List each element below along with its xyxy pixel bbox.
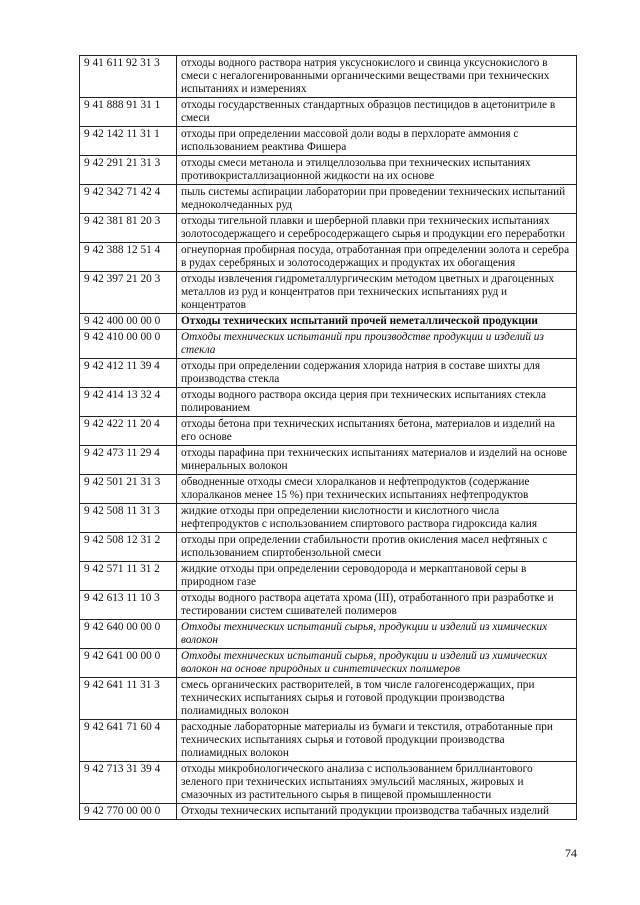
waste-description-cell: расходные лабораторные материалы из бумаги и текстиля, отработанные при технических испытаниях сырья и готовой продукции производства полиамидных волокон xyxy=(177,720,577,762)
waste-description-cell: отходы при определении содержания хлорида натрия в составе шихты для производства стекла xyxy=(177,359,577,388)
table-row xyxy=(80,243,577,272)
table-row xyxy=(80,314,577,330)
waste-code-table xyxy=(79,55,577,820)
waste-description-cell: отходы при определении стабильности против окисления масел нефтяных с использованием спиртобензольной смеси xyxy=(177,533,577,562)
waste-code-cell: 9 42 400 00 00 0 xyxy=(80,314,177,330)
table-row xyxy=(80,388,577,417)
waste-description-cell: отходы государственных стандартных образцов пестицидов в ацетонитриле в смеси xyxy=(177,98,577,127)
waste-code-cell: 9 42 291 21 31 3 xyxy=(80,156,177,185)
waste-code-cell: 9 42 613 11 10 3 xyxy=(80,591,177,620)
table-row xyxy=(80,446,577,475)
table-row xyxy=(80,417,577,446)
waste-code-cell: 9 42 641 11 31 3 xyxy=(80,678,177,720)
table-row xyxy=(80,214,577,243)
waste-description-cell: смесь органических растворителей, в том числе галогенсодержащих, при технических испытаниях сырья и готовой продукции производства полиамидных волокон xyxy=(177,678,577,720)
waste-code-cell: 9 42 473 11 29 4 xyxy=(80,446,177,475)
waste-description-cell: отходы извлечения гидрометаллургическим методом цветных и драгоценных металлов из руд и концентратов при технических испытаниях руд и концентратов xyxy=(177,272,577,314)
waste-code-cell: 9 42 641 00 00 0 xyxy=(80,649,177,678)
table-row xyxy=(80,762,577,804)
table-row xyxy=(80,359,577,388)
waste-description-cell: Отходы технических испытаний продукции производства табачных изделий xyxy=(177,804,577,820)
table-row xyxy=(80,475,577,504)
page-number: 74 xyxy=(565,846,577,860)
waste-description-cell: огнеупорная пробирная посуда, отработанная при определении золота и серебра в рудах серебряных и золотосодержащих и продуктах их обогащения xyxy=(177,243,577,272)
waste-code-cell: 9 42 342 71 42 4 xyxy=(80,185,177,214)
table-row xyxy=(80,804,577,820)
waste-code-cell: 9 42 381 81 20 3 xyxy=(80,214,177,243)
waste-code-cell: 9 42 142 11 31 1 xyxy=(80,127,177,156)
waste-code-cell: 9 41 888 91 31 1 xyxy=(80,98,177,127)
waste-code-cell: 9 42 501 21 31 3 xyxy=(80,475,177,504)
table-row xyxy=(80,156,577,185)
waste-code-cell: 9 42 388 12 51 4 xyxy=(80,243,177,272)
waste-description-cell: пыль системы аспирации лаборатории при проведении технических испытаний медноколчеданных руд xyxy=(177,185,577,214)
table-row xyxy=(80,56,577,98)
table-row xyxy=(80,678,577,720)
table-row xyxy=(80,504,577,533)
table-row xyxy=(80,185,577,214)
waste-description-cell: обводненные отходы смеси хлоралканов и нефтепродуктов (содержание хлоралканов менее 15 %) при технических испытаниях нефтепродуктов xyxy=(177,475,577,504)
table-row xyxy=(80,620,577,649)
waste-description-cell: отходы микробиологического анализа с использованием бриллиантового зеленого при технических испытаниях эмульсий масляных, жировых и смазочных из растительного сырья в пищевой промышленности xyxy=(177,762,577,804)
waste-description-cell: жидкие отходы при определении сероводорода и меркаптановой серы в природном газе xyxy=(177,562,577,591)
waste-code-cell: 9 42 508 11 31 3 xyxy=(80,504,177,533)
table-row xyxy=(80,98,577,127)
waste-code-cell: 9 42 508 12 31 2 xyxy=(80,533,177,562)
table-row xyxy=(80,720,577,762)
waste-description-cell: Отходы технических испытаний при производстве продукции и изделий из стекла xyxy=(177,330,577,359)
waste-description-cell: отходы водного раствора ацетата хрома (III), отработанного при разработке и тестировании систем сшивателей полимеров xyxy=(177,591,577,620)
table-row xyxy=(80,591,577,620)
waste-code-cell: 9 42 422 11 20 4 xyxy=(80,417,177,446)
table-row xyxy=(80,533,577,562)
waste-code-cell: 9 42 713 31 39 4 xyxy=(80,762,177,804)
waste-description-cell: жидкие отходы при определении кислотности и кислотного числа нефтепродуктов с использованием спиртового раствора гидроксида калия xyxy=(177,504,577,533)
table-row xyxy=(80,562,577,591)
waste-code-cell: 9 42 414 13 32 4 xyxy=(80,388,177,417)
waste-code-cell: 9 42 571 11 31 2 xyxy=(80,562,177,591)
waste-description-cell: отходы смеси метанола и этилцеллозольва при технических испытаниях противокристаллизационной жидкости на их основе xyxy=(177,156,577,185)
waste-description-cell: отходы водного раствора оксида церия при технических испытаниях стекла полированием xyxy=(177,388,577,417)
waste-code-cell: 9 42 412 11 39 4 xyxy=(80,359,177,388)
waste-code-cell: 9 42 397 21 20 3 xyxy=(80,272,177,314)
waste-description-cell: отходы тигельной плавки и шерберной плавки при технических испытаниях золотосодержащего и серебросодержащего сырья и продукции его переработки xyxy=(177,214,577,243)
table-row xyxy=(80,272,577,314)
table-row xyxy=(80,649,577,678)
waste-description-cell: Отходы технических испытаний прочей неметаллической продукции xyxy=(177,314,577,330)
waste-description-cell: отходы водного раствора натрия уксуснокислого и свинца уксуснокислого в смеси с негалогенированными органическими веществами при технических испытаниях и измерениях xyxy=(177,56,577,98)
table-row xyxy=(80,330,577,359)
waste-code-cell: 9 42 640 00 00 0 xyxy=(80,620,177,649)
waste-code-cell: 9 42 641 71 60 4 xyxy=(80,720,177,762)
waste-description-cell: Отходы технических испытаний сырья, продукции и изделий из химических волокон на основе природных и синтетических полимеров xyxy=(177,649,577,678)
waste-description-cell: отходы бетона при технических испытаниях бетона, материалов и изделий на его основе xyxy=(177,417,577,446)
waste-code-table-body xyxy=(80,56,577,820)
waste-code-cell: 9 42 770 00 00 0 xyxy=(80,804,177,820)
waste-description-cell: Отходы технических испытаний сырья, продукции и изделий из химических волокон xyxy=(177,620,577,649)
waste-description-cell: отходы парафина при технических испытаниях материалов и изделий на основе минеральных волокон xyxy=(177,446,577,475)
table-row xyxy=(80,127,577,156)
waste-description-cell: отходы при определении массовой доли воды в перхлорате аммония с использованием реактива Фишера xyxy=(177,127,577,156)
waste-code-cell: 9 42 410 00 00 0 xyxy=(80,330,177,359)
waste-code-cell: 9 41 611 92 31 3 xyxy=(80,56,177,98)
